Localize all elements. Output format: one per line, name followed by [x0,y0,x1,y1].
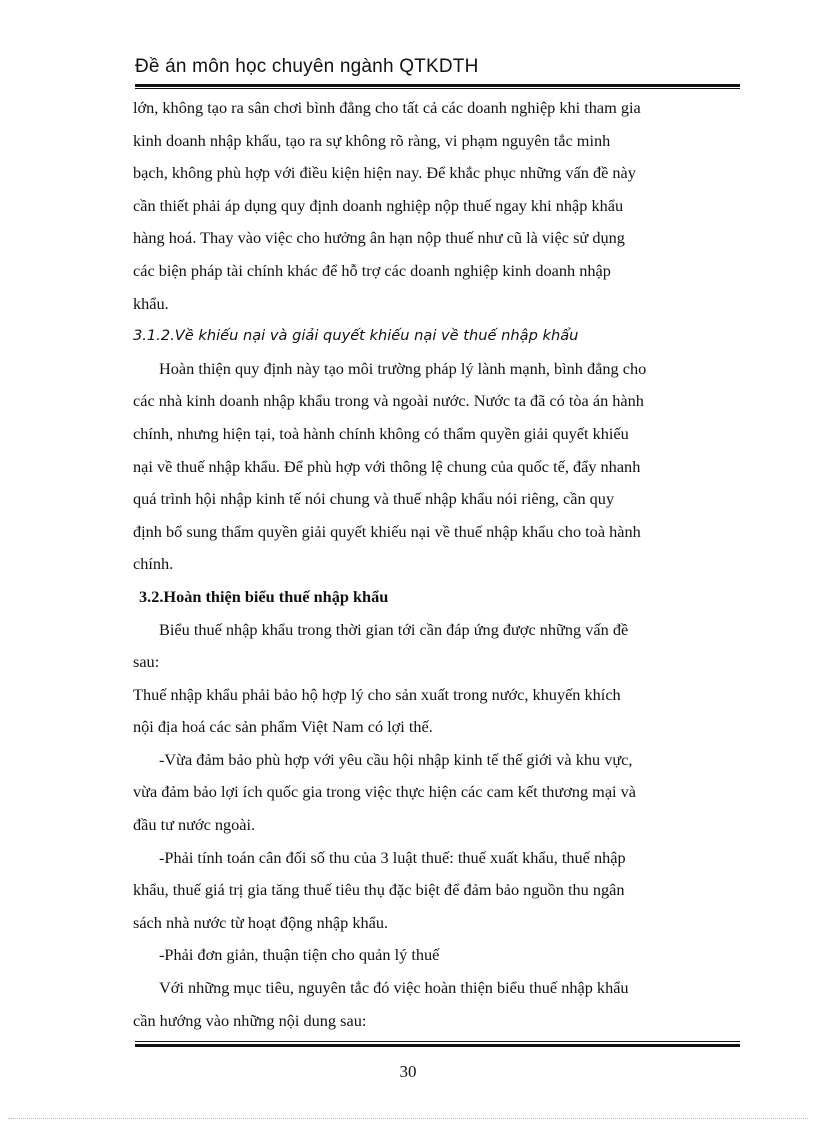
paragraph-line: kinh doanh nhập khẩu, tạo ra sự không rõ ràng, vi phạm nguyên tắc minh [133,130,611,150]
paragraph-line: sau: [133,652,160,672]
paragraph-line: các biện pháp tài chính khác để hỗ trợ các doanh nghiệp kinh doanh nhập [133,260,611,280]
paragraph-line: nại về thuế nhập khẩu. Để phù hợp với thông lệ chung của quốc tế, đẩy nhanh [133,456,641,476]
paragraph-line: lớn, không tạo ra sân chơi bình đẳng cho tất cả các doanh nghiệp khi tham gia [133,98,641,117]
paragraph-line: -Vừa đảm bảo phù hợp với yêu cầu hội nhập kinh tế thế giới và khu vực, [159,749,633,769]
paragraph-line: đầu tư nước ngoài. [133,815,256,835]
paragraph-line: cần thiết phải áp dụng quy định doanh nghiệp nộp thuế ngay khi nhập khẩu [133,195,624,215]
paragraph-line: khẩu. [133,293,169,313]
paragraph-line: các nhà kinh doanh nhập khẩu trong và ngoài nước. Nước ta đã có tòa án hành [133,391,644,411]
paragraph-line: bạch, không phù hợp với điều kiện hiện nay. Để khắc phục những vấn đề này [133,163,636,183]
header-divider [135,84,740,89]
paragraph-line: khẩu, thuế giá trị gia tăng thuế tiêu thụ đặc biệt để đảm bảo nguồn thu ngân [133,880,625,900]
section-heading: 3.2.Hoàn thiện biểu thuế nhập khẩu [139,586,389,606]
paragraph-line: hàng hoá. Thay vào việc cho hưởng ân hạn nộp thuế như cũ là việc sử dụng [133,228,625,248]
paragraph-line: -Phải tính toán cân đối số thu của 3 luật thuế: thuế xuất khẩu, thuế nhập [159,847,626,867]
paragraph-line: nội địa hoá các sản phẩm Việt Nam có lợi thế. [133,717,433,737]
paragraph-line: định bổ sung thẩm quyền giải quyết khiếu nại về thuế nhập khẩu cho toà hành [133,521,641,541]
footer-divider [135,1041,740,1047]
subsection-heading: 3.1.2.Về khiếu nại và giải quyết khiếu nại về thuế nhập khẩu [133,327,579,345]
paragraph-line: sách nhà nước từ hoạt động nhập khẩu. [133,912,389,932]
paragraph-line: -Phải đơn giản, thuận tiện cho quản lý thuế [159,945,440,965]
paragraph-line: vừa đảm bảo lợi ích quốc gia trong việc thực hiện các cam kết thương mại và [133,782,637,802]
paragraph-line: cần hướng vào những nội dung sau: [133,1010,367,1030]
page-header-title: Đề án môn học chuyên ngành QTKDTH [135,56,479,77]
paragraph-line: chính, nhưng hiện tại, toà hành chính không có thẩm quyền giải quyết khiếu [133,423,629,443]
page-number: 30 [399,1062,417,1081]
paragraph-line: Thuế nhập khẩu phải bảo hộ hợp lý cho sản xuất trong nước, khuyến khích [133,684,621,704]
paragraph-line: quá trình hội nhập kinh tế nói chung và thuế nhập khẩu nói riêng, cần quy [133,489,615,509]
paragraph-line: chính. [133,554,174,574]
paragraph-line: Với những mục tiêu, nguyên tắc đó việc hoàn thiện biểu thuế nhập khẩu [159,978,629,998]
body-text [133,92,743,1037]
page-edge-guide [8,1118,808,1119]
paragraph-line: Biểu thuế nhập khẩu trong thời gian tới cần đáp ứng được những vấn đề [159,619,629,639]
paragraph-line: Hoàn thiện quy định này tạo môi trường pháp lý lành mạnh, bình đẳng cho [159,358,647,378]
